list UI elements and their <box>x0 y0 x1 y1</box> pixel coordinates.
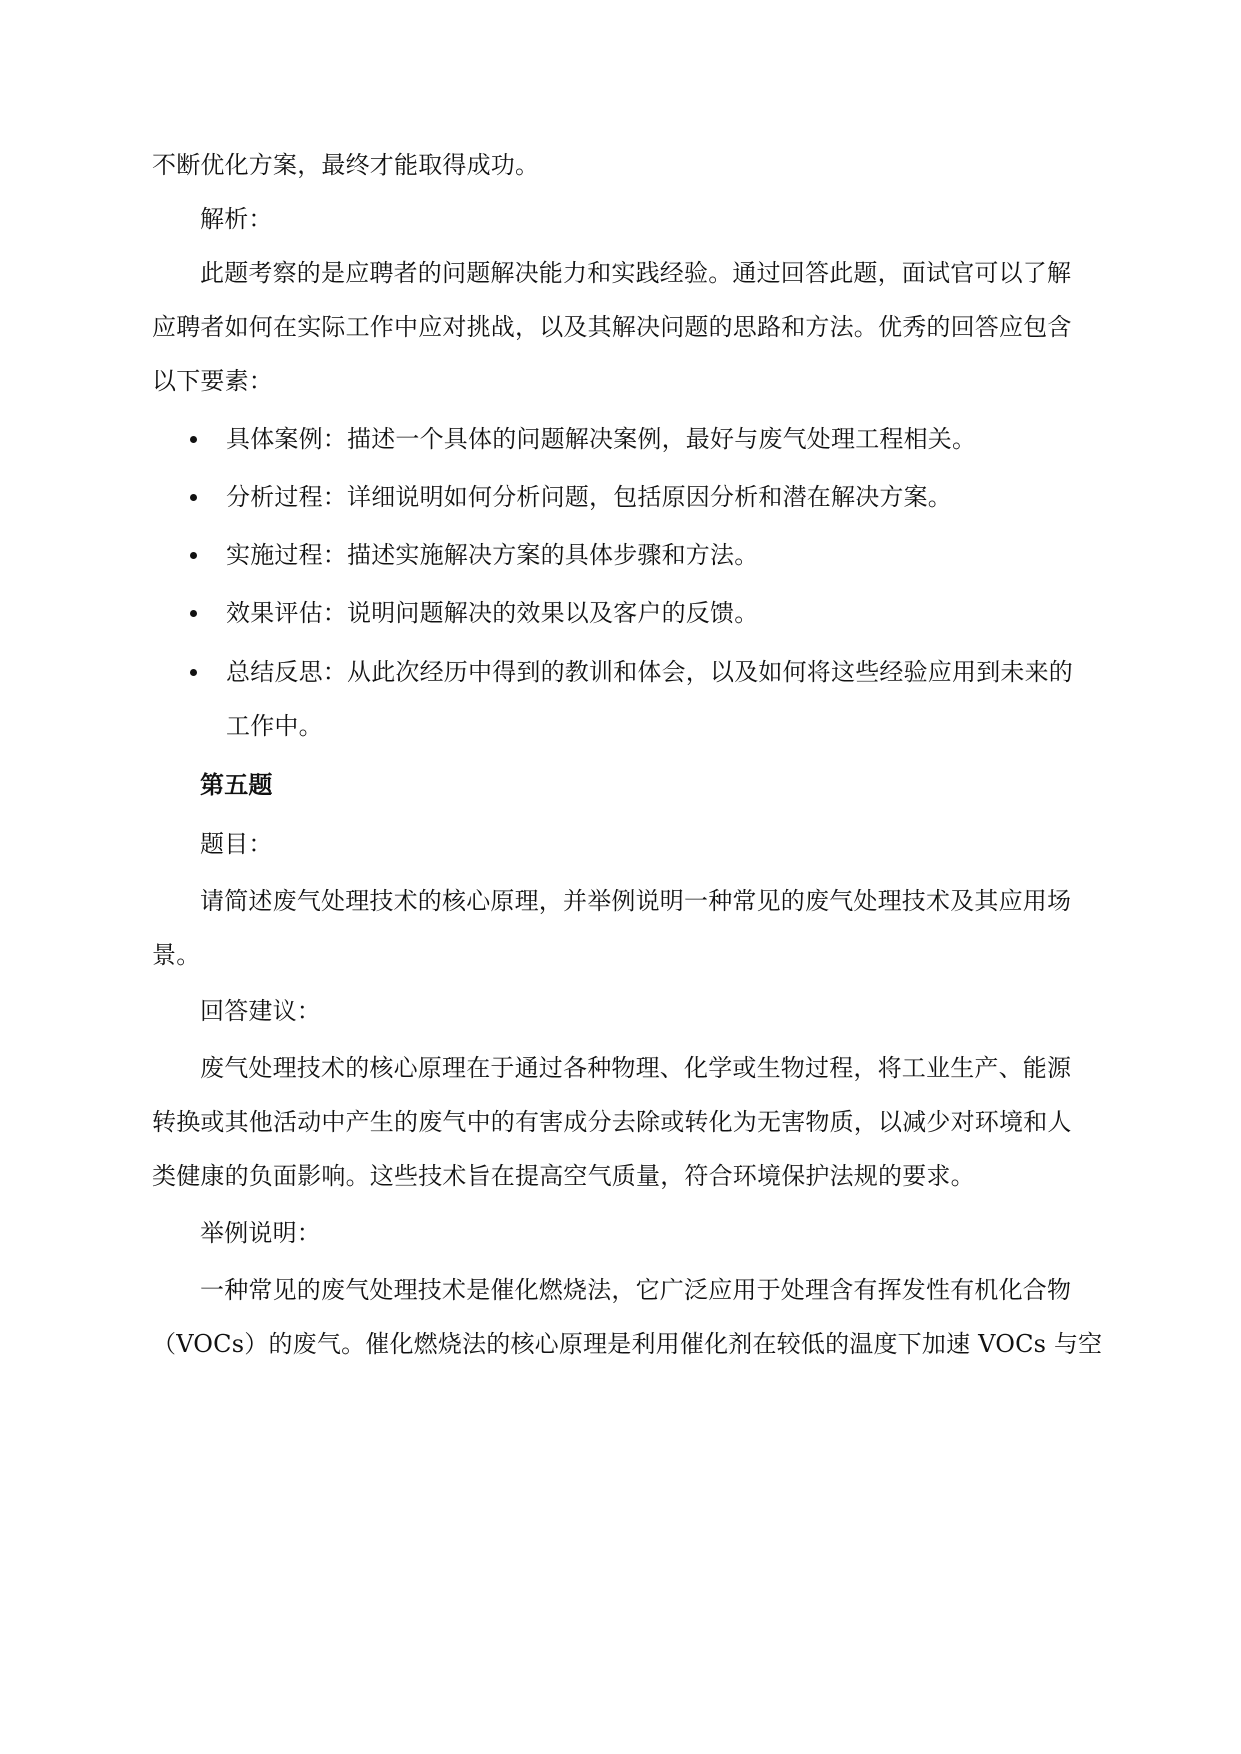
section-heading: 第五题 <box>200 771 273 799</box>
answer-label: 回答建议： <box>200 997 321 1025</box>
paragraph-line: 一种常见的废气处理技术是催化燃烧法，它广泛应用于处理含有挥发性有机化合物 <box>200 1276 1072 1304</box>
question-label: 题目： <box>200 830 273 858</box>
bullet-icon <box>190 610 197 617</box>
paragraph-line: 以下要素： <box>152 367 273 395</box>
bullet-icon <box>190 436 197 443</box>
bullet-icon <box>190 669 197 676</box>
paragraph-line: 转换或其他活动中产生的废气中的有害成分去除或转化为无害物质，以减少对环境和人 <box>152 1108 1072 1136</box>
paragraph-line: 此题考察的是应聘者的问题解决能力和实践经验。通过回答此题，面试官可以了解 <box>200 259 1072 287</box>
paragraph-line: 不断优化方案，最终才能取得成功。 <box>152 151 540 179</box>
list-item: 分析过程：详细说明如何分析问题，包括原因分析和潜在解决方案。 <box>226 483 952 511</box>
list-item: 效果评估：说明问题解决的效果以及客户的反馈。 <box>226 599 759 627</box>
list-item: 具体案例：描述一个具体的问题解决案例，最好与废气处理工程相关。 <box>226 425 977 453</box>
analysis-label: 解析： <box>200 205 273 233</box>
paragraph-line: （VOCs）的废气。催化燃烧法的核心原理是利用催化剂在较低的温度下加速 VOCs 与空 <box>152 1330 1103 1358</box>
paragraph-line: 景。 <box>152 941 201 969</box>
paragraph-line: 类健康的负面影响。这些技术旨在提高空气质量，符合环境保护法规的要求。 <box>152 1162 975 1190</box>
list-item: 实施过程：描述实施解决方案的具体步骤和方法。 <box>226 541 759 569</box>
list-item-continuation: 工作中。 <box>226 712 323 740</box>
paragraph-line: 请简述废气处理技术的核心原理，并举例说明一种常见的废气处理技术及其应用场 <box>200 887 1072 915</box>
example-label: 举例说明： <box>200 1219 321 1247</box>
bullet-icon <box>190 494 197 501</box>
bullet-icon <box>190 552 197 559</box>
list-item: 总结反思：从此次经历中得到的教训和体会，以及如何将这些经验应用到未来的 <box>226 658 1073 686</box>
paragraph-line: 废气处理技术的核心原理在于通过各种物理、化学或生物过程，将工业生产、能源 <box>200 1054 1072 1082</box>
paragraph-line: 应聘者如何在实际工作中应对挑战，以及其解决问题的思路和方法。优秀的回答应包含 <box>152 313 1072 341</box>
